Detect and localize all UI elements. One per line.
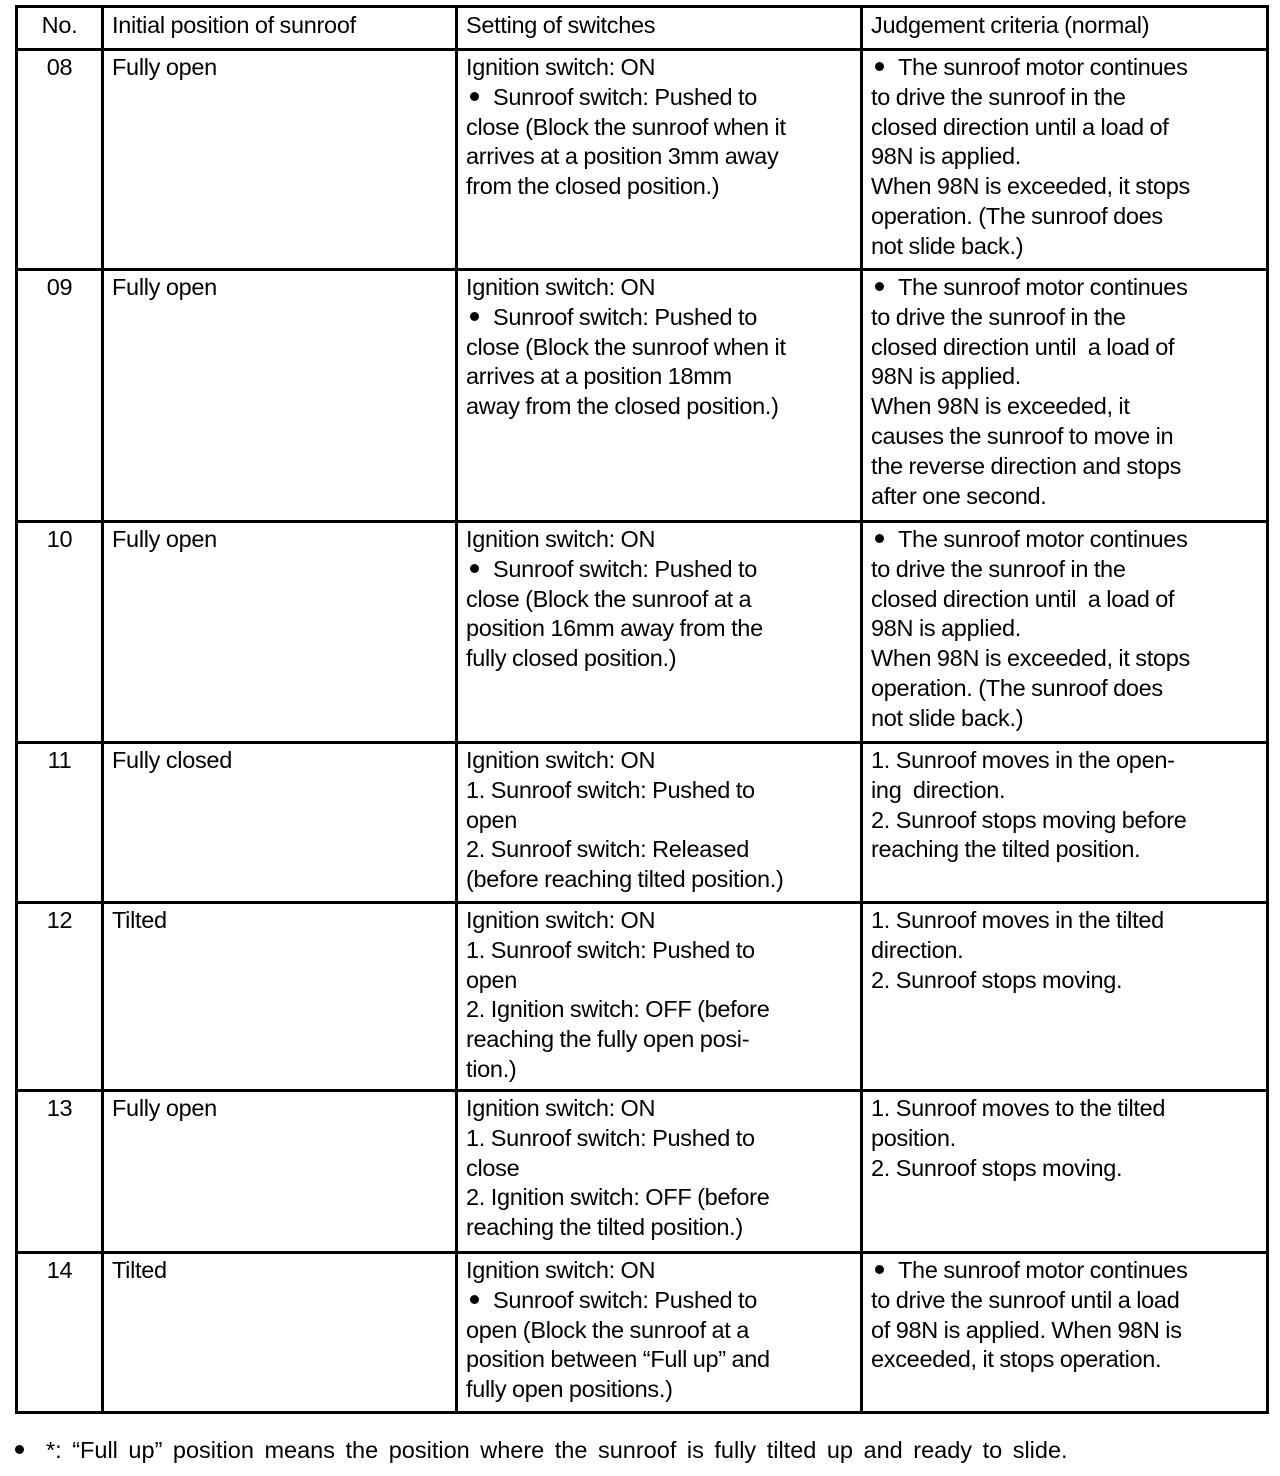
text-line: from the closed position.) — [466, 173, 720, 200]
table-row — [17, 1253, 1268, 1413]
text-line: close (Block the sunroof when it — [466, 113, 786, 140]
row-number: 08 — [17, 50, 103, 270]
switch-settings — [457, 270, 862, 522]
switch-settings — [457, 522, 862, 743]
text-line: tion.) — [466, 1055, 517, 1082]
text-line: reaching the tilted position.) — [466, 1214, 743, 1241]
bulleted-text-line: The sunroof motor continues — [871, 273, 1260, 303]
text-line: 98N is applied. — [871, 143, 1021, 170]
text-line: arrives at a position 3mm away — [466, 143, 779, 170]
bulleted-text-line: The sunroof motor continues — [871, 525, 1260, 555]
text-line: 2. Ignition switch: OFF (before — [466, 1184, 770, 1211]
text-line: to drive the sunroof in the — [871, 555, 1126, 582]
initial-position: Fully open — [103, 270, 457, 522]
table-body — [17, 50, 1268, 1413]
text-line: causes the sunroof to move in — [871, 422, 1174, 449]
row-number: 11 — [17, 743, 103, 903]
text-line: fully open positions.) — [466, 1376, 673, 1403]
table-header-row — [17, 7, 1268, 50]
text-line: open — [466, 966, 518, 993]
text-line: 1. Sunroof switch: Pushed to — [466, 1124, 755, 1151]
text-line: away from the closed position.) — [466, 393, 779, 420]
footnote-text: *: “Full up” position means the position where the sunroof is fully tilted up and ready to slide. — [46, 1437, 1068, 1463]
row-number: 09 — [17, 270, 103, 522]
initial-position: Tilted — [103, 903, 457, 1091]
bulleted-text-line: The sunroof motor continues — [871, 53, 1260, 83]
judgement-criteria — [862, 270, 1268, 522]
switch-settings — [457, 50, 862, 270]
row-number: 10 — [17, 522, 103, 743]
text-line: 1. Sunroof switch: Pushed to — [466, 776, 755, 803]
text-line: operation. (The sunroof does — [871, 202, 1163, 229]
header-no: No. — [17, 7, 103, 50]
judgement-criteria — [862, 743, 1268, 903]
text-line: 1. Sunroof moves in the tilted — [871, 907, 1164, 933]
text-line: When 98N is exceeded, it stops — [871, 173, 1190, 200]
bulleted-text-line: Sunroof switch: Pushed to — [466, 83, 854, 113]
text-line: ing direction. — [871, 776, 1006, 803]
judgement-criteria — [862, 522, 1268, 743]
initial-position: Fully open — [103, 522, 457, 743]
text-line: fully closed position.) — [466, 645, 677, 672]
initial-position: Fully open — [103, 50, 457, 270]
initial-position: Fully open — [103, 1091, 457, 1253]
switch-settings — [457, 743, 862, 903]
text-line: of 98N is applied. When 98N is — [871, 1316, 1182, 1343]
text-line: closed direction until a load of — [871, 333, 1175, 360]
table-row — [17, 50, 1268, 270]
row-number: 12 — [17, 903, 103, 1091]
text-line: position 16mm away from the — [466, 615, 763, 642]
bullet-icon — [15, 1445, 24, 1454]
sunroof-test-table — [15, 5, 1269, 1414]
judgement-criteria — [862, 903, 1268, 1091]
text-line: position between “Full up” and — [466, 1346, 770, 1373]
text-line: close — [466, 1154, 520, 1181]
initial-position: Fully closed — [103, 743, 457, 903]
switch-settings — [457, 903, 862, 1091]
header-judgement-criteria: Judgement criteria (normal) — [862, 7, 1268, 50]
bulleted-text-line: Sunroof switch: Pushed to — [466, 1286, 854, 1316]
text-line: 2. Sunroof stops moving before — [871, 806, 1187, 833]
judgement-criteria — [862, 1253, 1268, 1413]
text-line: Ignition switch: ON — [466, 1095, 656, 1121]
text-line: open — [466, 806, 518, 833]
text-line: not slide back.) — [871, 704, 1024, 731]
text-line: to drive the sunroof in the — [871, 303, 1126, 330]
row-number: 14 — [17, 1253, 103, 1413]
initial-position: Tilted — [103, 1253, 457, 1413]
table-row — [17, 743, 1268, 903]
text-line: arrives at a position 18mm — [466, 363, 732, 390]
text-line: position. — [871, 1124, 956, 1151]
text-line: 2. Sunroof stops moving. — [871, 1154, 1123, 1181]
bulleted-text-line: The sunroof motor continues — [871, 1256, 1260, 1286]
header-setting-of-switches: Setting of switches — [457, 7, 862, 50]
text-line: 1. Sunroof moves in the open- — [871, 747, 1175, 773]
text-line: Ignition switch: ON — [466, 1257, 656, 1283]
text-line: reaching the tilted position. — [871, 836, 1141, 863]
text-line: When 98N is exceeded, it stops — [871, 645, 1190, 672]
text-line: direction. — [871, 936, 964, 963]
text-line: Ignition switch: ON — [466, 274, 656, 300]
text-line: 1. Sunroof moves to the tilted — [871, 1095, 1166, 1121]
text-line: 1. Sunroof switch: Pushed to — [466, 936, 755, 963]
text-line: after one second. — [871, 482, 1047, 509]
judgement-criteria — [862, 50, 1268, 270]
text-line: When 98N is exceeded, it — [871, 393, 1130, 420]
text-line: operation. (The sunroof does — [871, 674, 1163, 701]
table-row — [17, 522, 1268, 743]
switch-settings — [457, 1091, 862, 1253]
text-line: exceeded, it stops operation. — [871, 1346, 1162, 1373]
table-row — [17, 270, 1268, 522]
text-line: closed direction until a load of — [871, 585, 1175, 612]
text-line: Ignition switch: ON — [466, 907, 656, 933]
judgement-criteria — [862, 1091, 1268, 1253]
footnote — [15, 1437, 1265, 1464]
text-line: Ignition switch: ON — [466, 54, 656, 80]
text-line: the reverse direction and stops — [871, 452, 1182, 479]
text-line: not slide back.) — [871, 232, 1024, 259]
text-line: close (Block the sunroof at a — [466, 585, 752, 612]
text-line: close (Block the sunroof when it — [466, 333, 786, 360]
text-line: reaching the fully open posi- — [466, 1026, 750, 1053]
bulleted-text-line: Sunroof switch: Pushed to — [466, 303, 854, 333]
text-line: 2. Ignition switch: OFF (before — [466, 996, 770, 1023]
row-number: 13 — [17, 1091, 103, 1253]
text-line: open (Block the sunroof at a — [466, 1316, 750, 1343]
text-line: closed direction until a load of — [871, 113, 1169, 140]
text-line: to drive the sunroof in the — [871, 83, 1126, 110]
text-line: (before reaching tilted position.) — [466, 866, 784, 893]
text-line: 2. Sunroof switch: Released — [466, 836, 750, 863]
text-line: 98N is applied. — [871, 615, 1021, 642]
bulleted-text-line: Sunroof switch: Pushed to — [466, 555, 854, 585]
text-line: Ignition switch: ON — [466, 526, 656, 552]
header-initial-position: Initial position of sunroof — [103, 7, 457, 50]
text-line: to drive the sunroof until a load — [871, 1286, 1180, 1313]
table-row — [17, 903, 1268, 1091]
text-line: Ignition switch: ON — [466, 747, 656, 773]
text-line: 98N is applied. — [871, 363, 1021, 390]
table-row — [17, 1091, 1268, 1253]
text-line: 2. Sunroof stops moving. — [871, 966, 1123, 993]
switch-settings — [457, 1253, 862, 1413]
